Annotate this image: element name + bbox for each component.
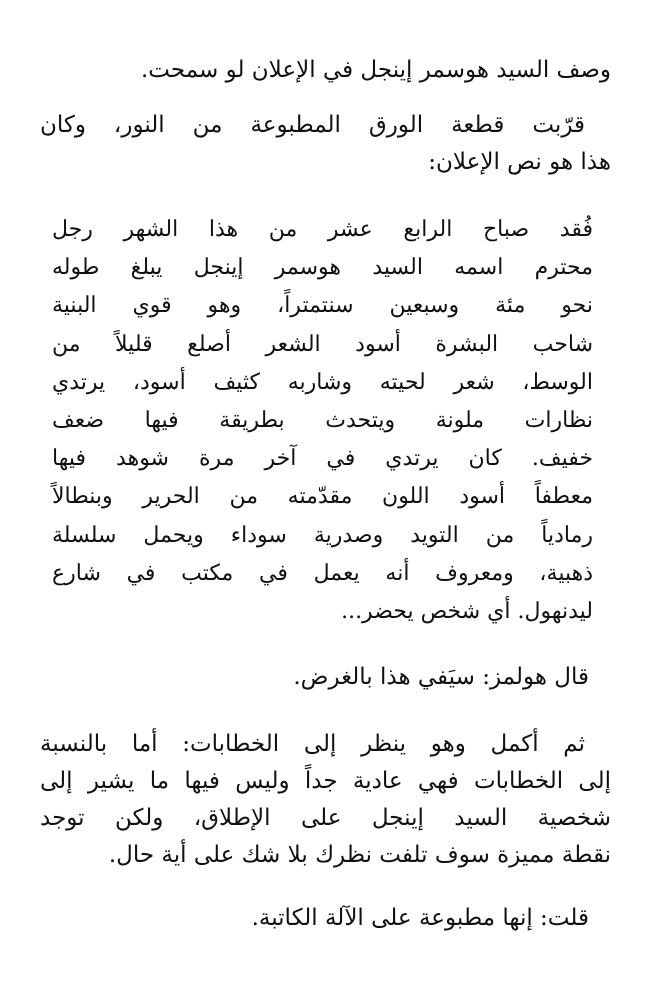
text-line: شخصية السيد إينجل على الإطلاق، ولكن توجد [40, 805, 611, 832]
quote-line: شاحب البشرة أسود الشعر أصلع قليلاً من [52, 331, 593, 357]
text-line: ثم أكمل وهو ينظر إلى الخطابات: أما بالنسبة [40, 731, 585, 758]
text-line: قال هولمز: سيَفي هذا بالغرض. [293, 664, 589, 691]
text-line: إلى الخطابات فهي عادية جداً وليس فيها ما يشير إلى [40, 768, 611, 795]
advertisement-quote [40, 211, 611, 631]
quote-line: نحو مئة وسبعين سنتمتراً، وهو قوي البنية [52, 293, 593, 319]
text-line: وصف السيد هوسمر إينجل في الإعلان لو سمحت. [140, 57, 611, 83]
text-line: نقطة مميزة سوف تلفت نظرك بلا شك على أية حال. [108, 842, 611, 869]
quote-line: رمادياً من التويد وصدرية سوداء ويحمل سلسلة [52, 522, 593, 548]
paragraph-ad-intro [40, 107, 611, 181]
text-line: قرّبت قطعة الورق المطبوعة من النور، وكان [40, 112, 585, 138]
paragraph-request-description [40, 52, 611, 89]
text-line: قلت: إنها مطبوعة على الآلة الكاتبة. [251, 905, 589, 932]
quote-line: الوسط، شعر لحيته وشاربه كثيف أسود، يرتدي [52, 369, 593, 395]
quote-line: خفيف. كان يرتدي في آخر مرة شوهد فيها [52, 446, 593, 472]
quote-line: معطفاً أسود اللون مقدّمته من الحرير وبنطالاً [52, 484, 593, 510]
quote-line: ليدنهول. أي شخص يحضر... [341, 599, 593, 625]
quote-line: محترم اسمه السيد هوسمر إينجل يبلغ طوله [52, 255, 593, 281]
text-line: هذا هو نص الإعلان: [428, 149, 611, 175]
quote-line: فُقد صباح الرابع عشر من هذا الشهر رجل [52, 217, 593, 242]
quote-line: نظارات ملونة ويتحدث بطريقة فيها ضعف [52, 408, 593, 434]
paragraph-holmes-remark [40, 659, 611, 696]
page-text [40, 52, 611, 937]
paragraph-typewriter-remark [40, 900, 611, 937]
quote-line: ذهبية، ومعروف أنه يعمل في مكتب في شارع [52, 560, 593, 586]
paragraph-letters-observation [40, 726, 611, 874]
